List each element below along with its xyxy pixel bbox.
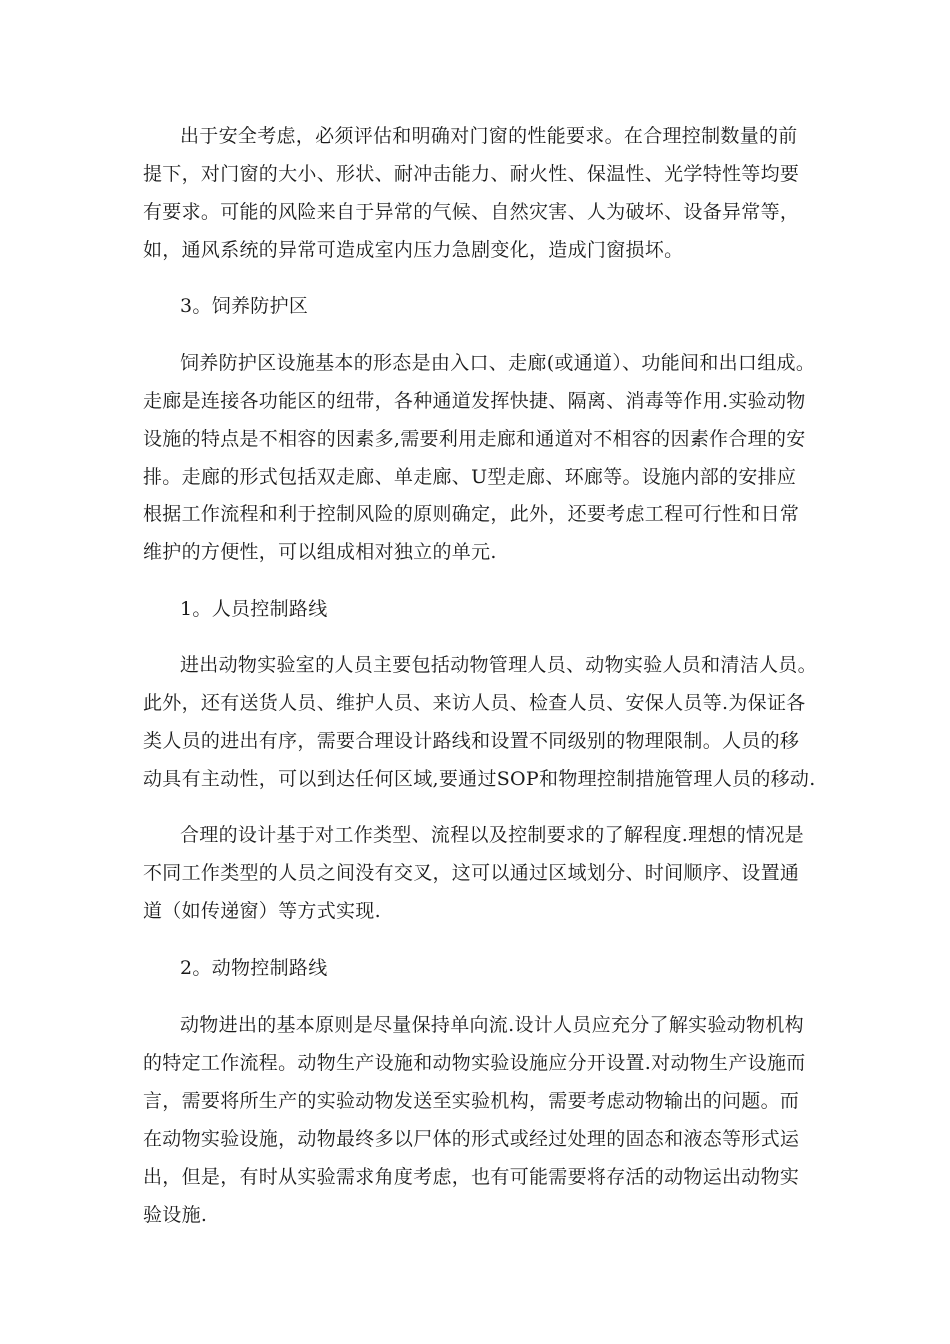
paragraph-line: 走廊是连接各功能区的纽带，各种通道发挥快捷、隔离、消毒等作用.实验动物 xyxy=(143,390,806,412)
paragraph-line: 提下，对门窗的大小、形状、耐冲击能力、耐火性、保温性、光学特性等均要 xyxy=(143,163,800,185)
paragraph-line: 验设施. xyxy=(143,1204,208,1226)
paragraph-line: 动具有主动性，可以到达任何区域,要通过SOP和物理控制措施管理人员的移动. xyxy=(143,768,816,790)
paragraph-line: 合理的设计基于对工作类型、流程以及控制要求的了解程度.理想的情况是 xyxy=(180,824,804,846)
paragraph-line: 维护的方便性，可以组成相对独立的单元. xyxy=(143,541,497,563)
paragraph-line: 出于安全考虑，必须评估和明确对门窗的性能要求。在合理控制数量的前 xyxy=(180,125,798,147)
paragraph-line: 言，需要将所生产的实验动物发送至实验机构，需要考虑动物输出的问题。而 xyxy=(143,1090,800,1112)
paragraph-line: 排。走廊的形式包括双走廊、单走廊、U型走廊、环廊等。设施内部的安排应 xyxy=(143,466,797,488)
paragraph-line: 设施的特点是不相容的因素多,需要利用走廊和通道对不相容的因素作合理的安 xyxy=(143,428,806,450)
section-heading: 3。饲养防护区 xyxy=(180,295,309,317)
paragraph-line: 道（如传递窗）等方式实现. xyxy=(143,900,381,922)
paragraph-line: 此外，还有送货人员、维护人员、来访人员、检查人员、安保人员等.为保证各 xyxy=(143,692,806,714)
paragraph-line: 在动物实验设施，动物最终多以尸体的形式或经过处理的固态和液态等形式运 xyxy=(143,1128,800,1150)
paragraph-line: 如，通风系统的异常可造成室内压力急剧变化，造成门窗损坏。 xyxy=(143,239,684,261)
paragraph-line: 不同工作类型的人员之间没有交叉，这可以通过区域划分、时间顺序、设置通 xyxy=(143,862,800,884)
paragraph-line: 进出动物实验室的人员主要包括动物管理人员、动物实验人员和清洁人员。 xyxy=(180,654,817,676)
paragraph-line: 有要求。可能的风险来自于异常的气候、自然灾害、人为破坏、设备异常等， xyxy=(143,201,800,223)
paragraph-line: 的特定工作流程。动物生产设施和动物实验设施应分开设置.对动物生产设施而 xyxy=(143,1052,806,1074)
section-heading: 2。动物控制路线 xyxy=(180,957,328,979)
paragraph-line: 根据工作流程和利于控制风险的原则确定，此外，还要考虑工程可行性和日常 xyxy=(143,503,800,525)
paragraph-line: 出，但是，有时从实验需求角度考虑，也有可能需要将存活的动物运出动物实 xyxy=(143,1166,800,1188)
paragraph-line: 动物进出的基本原则是尽量保持单向流.设计人员应充分了解实验动物机构 xyxy=(180,1014,804,1036)
paragraph-line: 类人员的进出有序，需要合理设计路线和设置不同级别的物理限制。人员的移 xyxy=(143,730,800,752)
paragraph-line: 饲养防护区设施基本的形态是由入口、走廊(或通道）、功能间和出口组成。 xyxy=(180,352,816,374)
section-heading: 1。人员控制路线 xyxy=(180,598,328,620)
